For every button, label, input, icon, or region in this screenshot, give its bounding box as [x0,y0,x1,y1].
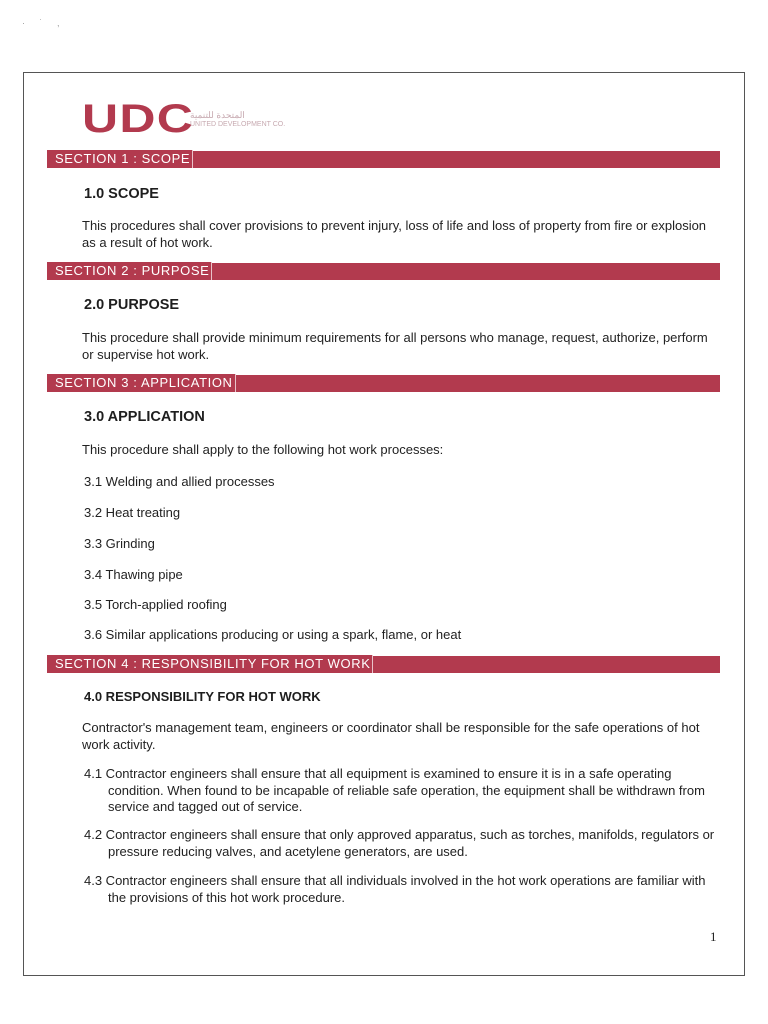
section-2-band [47,263,720,280]
section-3-heading: 3.0 APPLICATION [84,409,205,425]
list-item: 3.1 Welding and allied processes [84,474,275,489]
section-2-body: This procedure shall provide minimum requirements for all persons who manage, request, authorize, perform or supervise hot work. [82,330,708,362]
numbered-item: 4.3 Contractor engineers shall ensure that all individuals involved in the hot work operations are familiar with the provisions of this hot work procedure. [84,873,706,905]
list-item: 3.3 Grinding [84,536,155,551]
list-item: 3.2 Heat treating [84,505,181,520]
numbered-item: 4.1 Contractor engineers shall ensure that all equipment is examined to ensure it is in a safe operating condition. When found to be incapable of reliable safe operation, the equipment shall be withdrawn from service and tagged out of service. [84,766,705,814]
section-4-label: SECTION 4 : RESPONSIBILITY FOR HOT WORK [47,655,373,673]
numbered-item: 4.2 Contractor engineers shall ensure that only approved apparatus, such as torches, manifolds, regulators or pressure reducing valves, and acetylene generators, are used. [84,827,715,859]
section-4-heading: 4.0 RESPONSIBILITY FOR HOT WORK [84,689,321,704]
logo-mark: UDC [82,97,195,141]
logo-caption [190,110,300,130]
list-item: 3.4 Thawing pipe [84,567,183,582]
section-4-band [47,656,720,673]
section-3-label: SECTION 3 : APPLICATION [47,374,236,392]
scan-specks: · ˙ , [22,18,66,28]
page-number: 1 [710,929,717,944]
section-1-heading: 1.0 SCOPE [84,186,159,202]
section-3-band [47,375,720,392]
section-1-label: SECTION 1 : SCOPE [47,150,193,168]
section-1-body: This procedures shall cover provisions to prevent injury, loss of life and loss of property from fire or explosion as a result of hot work. [82,218,707,250]
section-1-band [47,151,720,168]
section-2-label: SECTION 2 : PURPOSE [47,262,212,280]
section-2-heading: 2.0 PURPOSE [84,297,180,313]
company-logo [82,97,286,141]
list-item: 3.6 Similar applications producing or using a spark, flame, or heat [84,627,462,642]
section-3-body: This procedure shall apply to the following hot work processes: [82,442,444,457]
section-4-body: Contractor's management team, engineers or coordinator shall be responsible for the safe operations of hot work activity. [82,720,700,752]
logo-english: UNITED DEVELOPMENT CO. [190,121,286,128]
logo-arabic: المتحدة للتنمية [190,110,245,120]
list-item: 3.5 Torch-applied roofing [84,597,227,612]
